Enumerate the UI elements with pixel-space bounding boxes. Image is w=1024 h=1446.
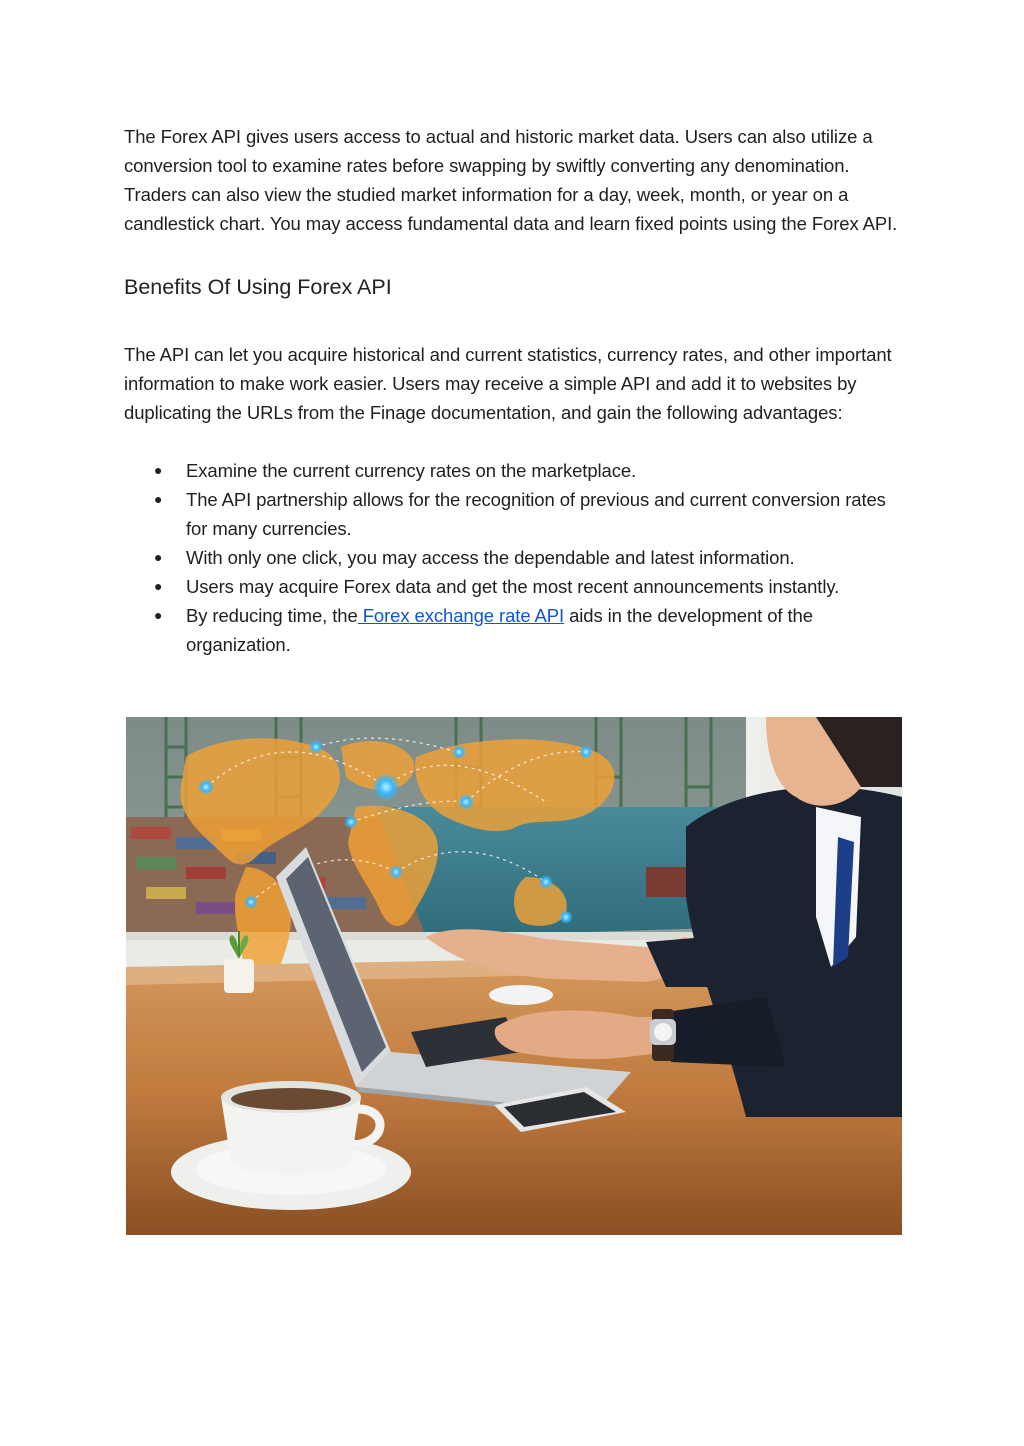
list-item-text: Examine the current currency rates on the marketplace. <box>186 460 637 481</box>
intro-paragraph: The Forex API gives users access to actual and historic market data. Users can also utilize a conversion tool to examine rates before swapping by swiftly converting any denomination. Traders can also view the studied market information for a day, week, month, or year on a candlestick chart. You may access fundamental data and learn fixed points using the Forex API. <box>124 126 898 234</box>
bullet-icon: ● <box>154 549 163 565</box>
section-heading: Benefits Of Using Forex API <box>124 275 392 299</box>
list-item-text: The API partnership allows for the recognition of previous and current conversion rates for many currencies. <box>186 489 886 539</box>
forex-exchange-rate-api-link[interactable]: Forex exchange rate API <box>357 605 565 626</box>
bullet-icon: ● <box>154 607 163 623</box>
list-item <box>124 543 904 572</box>
bullet-icon: ● <box>154 578 163 594</box>
list-item <box>124 572 904 601</box>
document-body <box>124 122 904 659</box>
list-item-text-after: aids in the development of the organization. <box>186 605 813 655</box>
bullet-icon: ● <box>154 491 163 507</box>
list-item <box>124 485 904 543</box>
list-item-text: With only one click, you may access the dependable and latest information. <box>186 547 795 568</box>
section-paragraph: The API can let you acquire historical and current statistics, currency rates, and other important information to make work easier. Users may receive a simple API and add it to websites by duplicating the URLs from the Finage documentation, and gain the following advantages: <box>124 344 892 423</box>
bullet-icon: ● <box>154 462 163 478</box>
benefits-list <box>124 456 904 659</box>
list-item <box>124 601 904 659</box>
list-item-text: Users may acquire Forex data and get the most recent announcements instantly. <box>186 576 840 597</box>
wristwatch-icon <box>650 1009 676 1061</box>
list-item <box>124 456 904 485</box>
list-item-text-before: By reducing time, the <box>186 605 358 626</box>
forex-illustration-photo <box>126 717 902 1235</box>
